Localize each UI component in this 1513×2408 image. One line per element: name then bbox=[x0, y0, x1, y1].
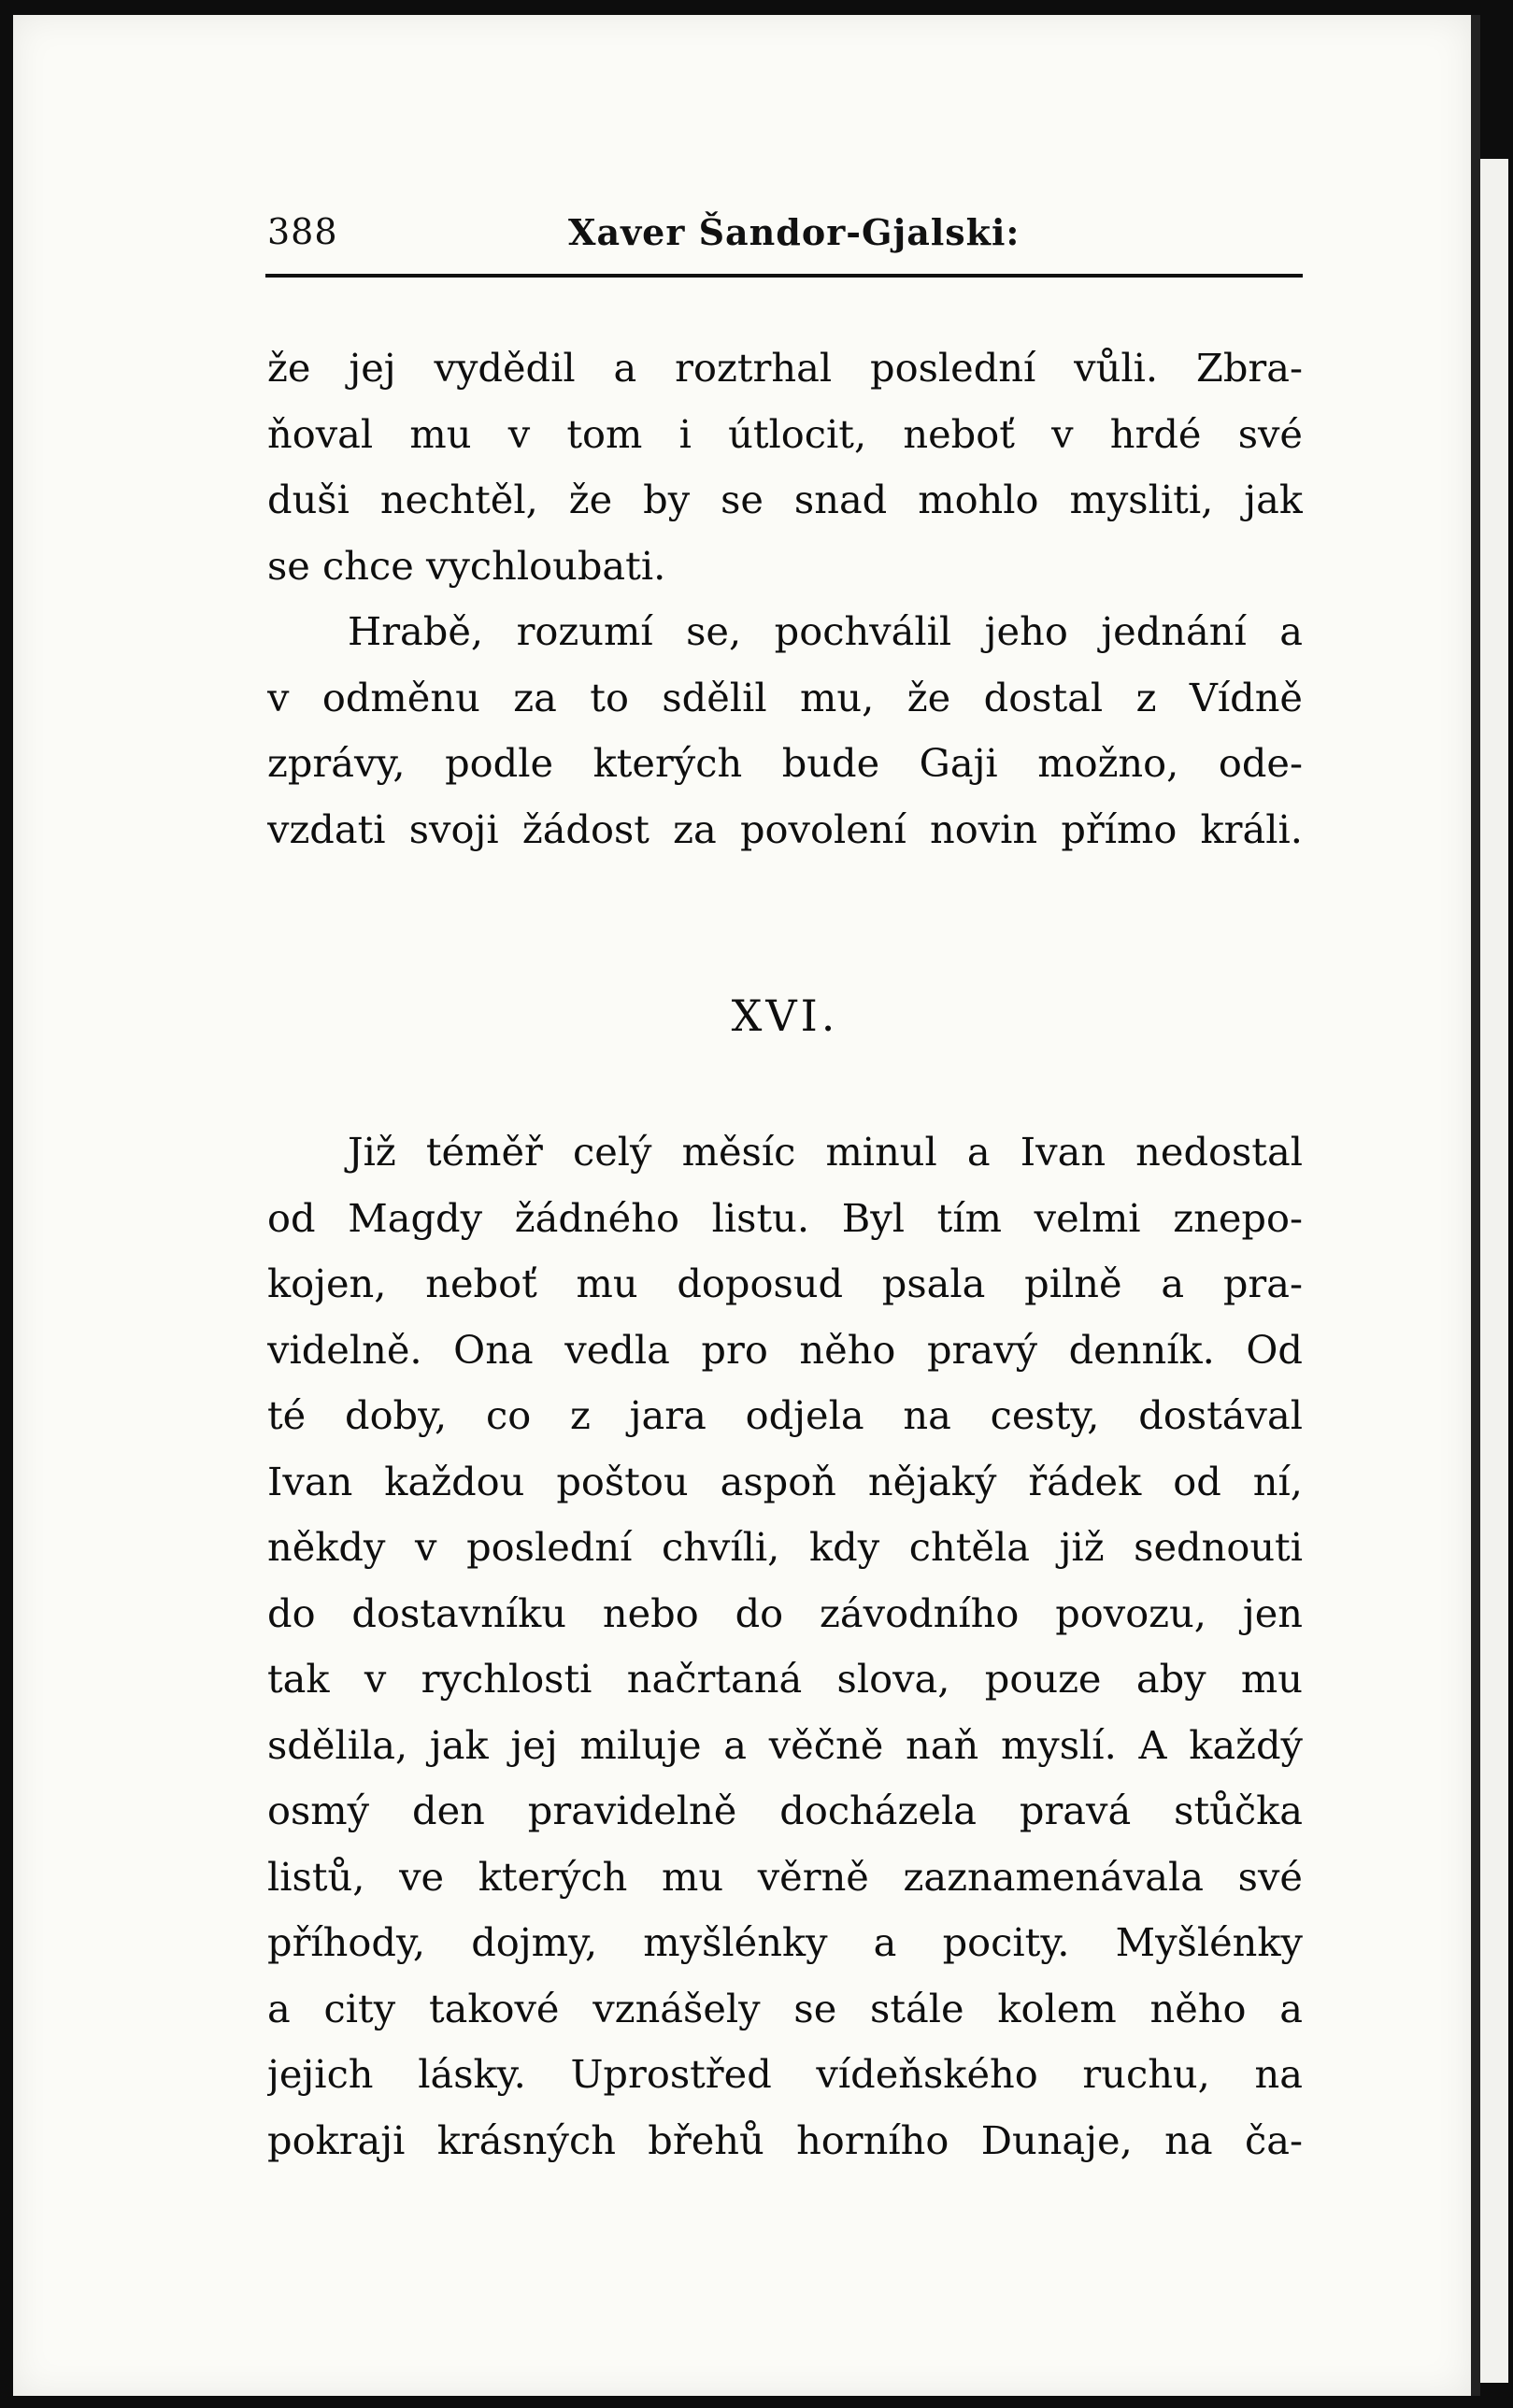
text-line: duši nechtěl, že by se snad mohlo mysliti, jak bbox=[267, 477, 1303, 522]
text-line: někdy v poslední chvíli, kdy chtěla již sednouti bbox=[267, 1524, 1303, 1570]
page-edge-shadow bbox=[1471, 15, 1480, 2396]
paragraph-3 bbox=[267, 1119, 1303, 2173]
text-line: sdělila, jak jej miluje a věčně naň myslí. A každý bbox=[267, 1721, 1303, 1768]
paragraph-1 bbox=[267, 335, 1303, 599]
text-line: Ivan každou poštou aspoň nějaký řádek od ní, bbox=[267, 1458, 1303, 1504]
text-line: do dostavníku nebo do závodního povozu, jen bbox=[267, 1589, 1303, 1636]
text-line: příhody, dojmy, myšlénky a pocity. Myšlénky bbox=[267, 1919, 1303, 1965]
text-line: tak v rychlosti načrtaná slova, pouze aby mu bbox=[267, 1656, 1303, 1702]
text-line: listů, ve kterých mu věrně zaznamenávala své bbox=[267, 1853, 1303, 1900]
text-line: Již téměř celý měsíc minul a Ivan nedostal bbox=[348, 1129, 1303, 1175]
chapter-heading: XVI. bbox=[731, 990, 839, 1041]
text-line: Hrabě, rozumí se, pochválil jeho jednání a bbox=[348, 608, 1303, 654]
page-number: 388 bbox=[267, 211, 338, 252]
text-line: ňoval mu v tom i útlocit, neboť v hrdé své bbox=[267, 410, 1303, 457]
page-header bbox=[267, 211, 1303, 267]
text-line: té doby, co z jara odjela na cesty, dostával bbox=[267, 1392, 1303, 1438]
text-line: videlně. Ona vedla pro něho pravý denník. Od bbox=[267, 1326, 1303, 1373]
paragraph-2 bbox=[267, 599, 1303, 862]
text-line: vzdati svoji žádost za povolení novin přímo králi. bbox=[267, 805, 1303, 852]
text-line: od Magdy žádného listu. Byl tím velmi znepo- bbox=[267, 1194, 1303, 1241]
text-line: jejich lásky. Uprostřed vídeňského ruchu, na bbox=[267, 2051, 1303, 2097]
text-line: a city takové vznášely se stále kolem něho a bbox=[267, 1985, 1303, 2031]
text-line: v odměnu za to sdělil mu, že dostal z Vídně bbox=[267, 674, 1303, 720]
header-rule bbox=[265, 274, 1303, 278]
text-line: zprávy, podle kterých bude Gaji možno, ode- bbox=[267, 740, 1303, 786]
next-page-edge bbox=[1480, 159, 1508, 2383]
running-title: Xaver Šandor-Gjalski: bbox=[568, 211, 1021, 253]
text-line: kojen, neboť mu doposud psala pilně a pra- bbox=[267, 1261, 1303, 1306]
text-line: osmý den pravidelně docházela pravá stůčka bbox=[267, 1788, 1303, 1833]
text-line: pokraji krásných břehů horního Dunaje, na ča- bbox=[267, 2116, 1303, 2163]
text-line: se chce vychloubati. bbox=[267, 542, 666, 589]
text-line: že jej vydědil a roztrhal poslední vůli. Zbra- bbox=[267, 345, 1303, 391]
